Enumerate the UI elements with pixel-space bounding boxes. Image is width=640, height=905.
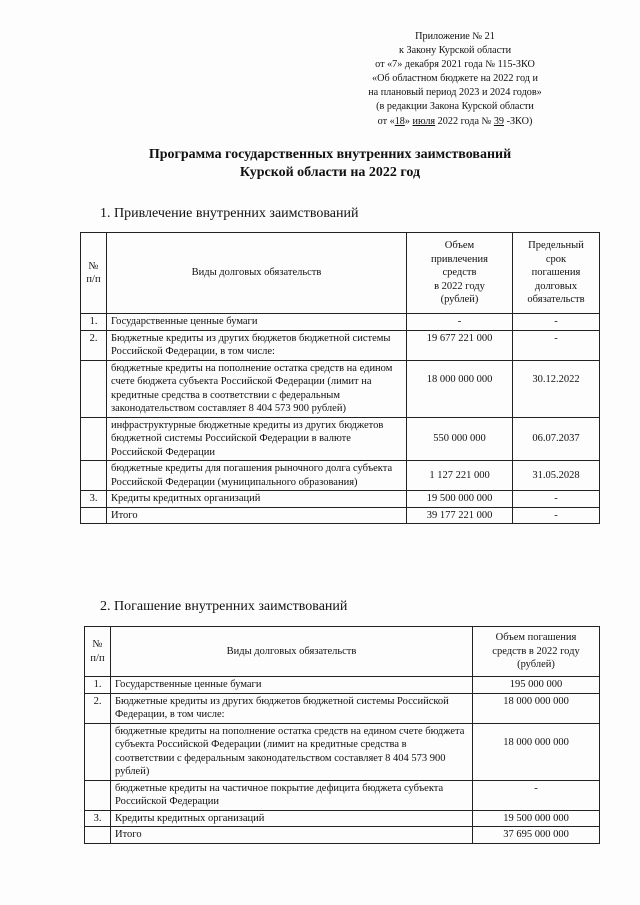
- row-num: [81, 461, 107, 491]
- col-header-term: Предельный срок погашения долговых обязательств: [513, 233, 600, 314]
- row-type: бюджетные кредиты для погашения рыночного долга субъекта Российской Федерации (муниципального образования): [107, 461, 407, 491]
- row-amount: 18 000 000 000: [473, 723, 600, 780]
- col-header-amount: Объем погашения средств в 2022 году (рублей): [473, 627, 600, 677]
- row-type: инфраструктурные бюджетные кредиты из других бюджетов бюджетной системы Российской Федерации в валюте Российской Федерации: [107, 417, 407, 461]
- row-amount: 37 695 000 000: [473, 827, 600, 844]
- table-header-row: [85, 627, 600, 677]
- row-term: -: [513, 314, 600, 331]
- row-type: Государственные ценные бумаги: [107, 314, 407, 331]
- table-row: [85, 677, 600, 694]
- table-row: [85, 693, 600, 723]
- table-total-row: [81, 507, 600, 524]
- row-num: [81, 417, 107, 461]
- row-num: 3.: [85, 810, 111, 827]
- col-header-num: № п/п: [85, 627, 111, 677]
- row-amount: -: [473, 780, 600, 810]
- row-num: 1.: [81, 314, 107, 331]
- row-type: бюджетные кредиты на пополнение остатка средств на едином счете бюджета субъекта Российской Федерации (лимит на кредитные средства в соответствии с федеральным законодательством составляет 8 404 573 900 рублей): [107, 360, 407, 417]
- row-term: 31.05.2028: [513, 461, 600, 491]
- table-row: [81, 330, 600, 360]
- row-num: 3.: [81, 491, 107, 508]
- row-amount: 39 177 221 000: [407, 507, 513, 524]
- row-term: 30.12.2022: [513, 360, 600, 417]
- table-header-row: [81, 233, 600, 314]
- table-row: [85, 723, 600, 780]
- page-title: Программа государственных внутренних заимствований Курской области на 2022 год: [148, 147, 512, 180]
- row-num: 2.: [85, 693, 111, 723]
- annex-line: (в редакции Закона Курской области: [376, 101, 534, 113]
- table-total-row: [85, 827, 600, 844]
- table-row: [85, 780, 600, 810]
- row-type: бюджетные кредиты на частичное покрытие дефицита бюджета субъекта Российской Федерации: [111, 780, 473, 810]
- row-type: Бюджетные кредиты из других бюджетов бюджетной системы Российской Федерации, в том числе:: [111, 693, 473, 723]
- col-header-type: Виды долговых обязательств: [111, 627, 473, 677]
- row-amount: 18 000 000 000: [473, 693, 600, 723]
- section2-heading: 2. Погашение внутренних заимствований: [100, 599, 348, 614]
- row-num: 1.: [85, 677, 111, 694]
- row-num: 2.: [81, 330, 107, 360]
- borrowing-table: [80, 232, 600, 524]
- row-type: Кредиты кредитных организаций: [111, 810, 473, 827]
- row-term: -: [513, 330, 600, 360]
- annex-line: на плановый период 2023 и 2024 годов»: [368, 87, 542, 99]
- annex-line: к Закону Курской области: [398, 45, 512, 57]
- row-amount: 19 500 000 000: [407, 491, 513, 508]
- annex-header: [355, 30, 555, 129]
- row-amount: 19 677 221 000: [407, 330, 513, 360]
- row-amount: 1 127 221 000: [407, 461, 513, 491]
- row-num: [85, 780, 111, 810]
- annex-line-amendment-date: от «18» июля 2022 года № 39 -ЗКО): [377, 115, 533, 127]
- row-num: [85, 723, 111, 780]
- table-row: [81, 360, 600, 417]
- row-amount: 195 000 000: [473, 677, 600, 694]
- row-type: Итого: [107, 507, 407, 524]
- col-header-type: Виды долговых обязательств: [107, 233, 407, 314]
- row-type: Кредиты кредитных организаций: [107, 491, 407, 508]
- annex-line: «Об областном бюджете на 2022 год и: [372, 73, 538, 85]
- row-amount: 18 000 000 000: [407, 360, 513, 417]
- row-amount: -: [407, 314, 513, 331]
- annex-line: от «7» декабря 2021 года № 115-ЗКО: [375, 59, 535, 71]
- row-type: бюджетные кредиты на пополнение остатка средств на едином счете бюджета субъекта Российской Федерации (лимит на кредитные средства в соответствии с федеральным законодательством составляет 8 404 573 900 рублей): [111, 723, 473, 780]
- row-type: Итого: [111, 827, 473, 844]
- row-term: 06.07.2037: [513, 417, 600, 461]
- table-row: [81, 417, 600, 461]
- col-header-num: № п/п: [81, 233, 107, 314]
- table-row: [81, 491, 600, 508]
- annex-line: Приложение № 21: [415, 31, 495, 42]
- table-row: [85, 810, 600, 827]
- col-header-amount: Объем привлечения средств в 2022 году (рублей): [407, 233, 513, 314]
- table-row: [81, 461, 600, 491]
- section1-heading: 1. Привлечение внутренних заимствований: [100, 206, 359, 221]
- row-term: -: [513, 507, 600, 524]
- row-type: Государственные ценные бумаги: [111, 677, 473, 694]
- row-amount: 19 500 000 000: [473, 810, 600, 827]
- table-row: [81, 314, 600, 331]
- row-type: Бюджетные кредиты из других бюджетов бюджетной системы Российской Федерации, в том числе:: [107, 330, 407, 360]
- row-num: [81, 360, 107, 417]
- row-amount: 550 000 000: [407, 417, 513, 461]
- row-num: [85, 827, 111, 844]
- row-num: [81, 507, 107, 524]
- repayment-table: [84, 626, 600, 844]
- row-term: -: [513, 491, 600, 508]
